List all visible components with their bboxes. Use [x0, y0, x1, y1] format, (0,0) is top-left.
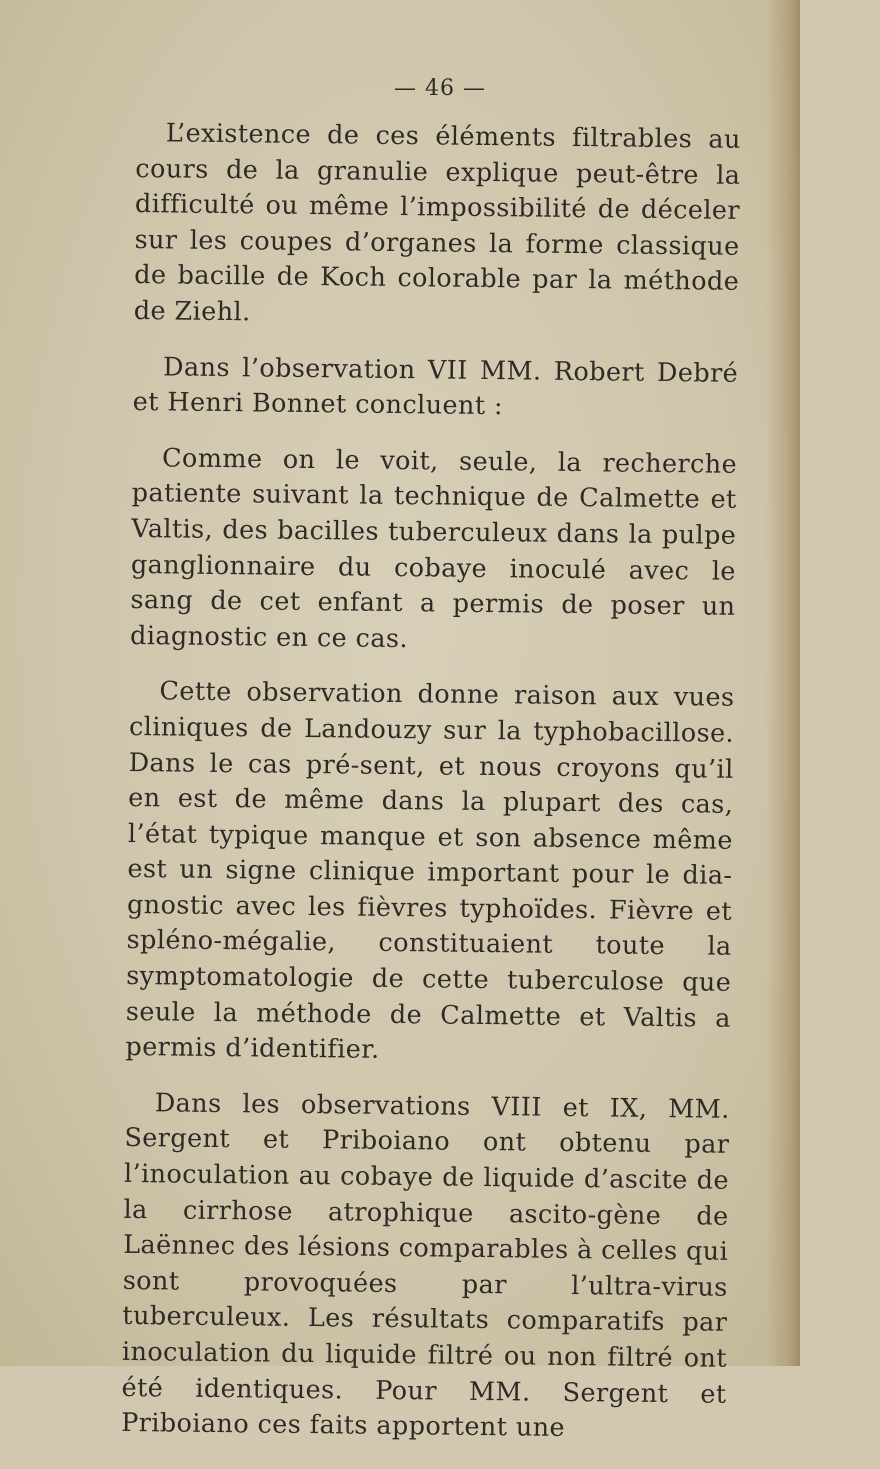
paragraph-observation-vii: Dans l’observation VII MM. Robert Debré et Henri Bonnet concluent : — [132, 351, 739, 422]
paragraph-quote-calmette-valtis: Comme on le voit, seule, la recherche patiente suivant la technique de Calmette et Valtis, des bacilles tuberculeux dans la pulpe ganglionnaire du cobaye inoculé avec le sang de cet enfant a permis de poser un diagnostic en ce cas. — [129, 443, 738, 654]
paragraph-typhobacillose: Cette observation donne raison aux vues cliniques de Landouzy sur la typhobacillose. Dans le cas pré-sent, et nous croyons qu’il en est de même dans la plupart des cas, l’état typique manque et son absence même est un signe clinique important pour le dia-gnostic avec les fièvres typhoïdes. Fièvre et spléno-mégalie, constituaient toute la symptomatologie de cette tuberculose que seule la méthode de Calmette et Valtis a permis d’identifier. — [125, 676, 735, 1066]
paragraph-observations-viii-ix: Dans les observations VIII et IX, MM. Sergent et Priboiano ont obtenu par l’inoculation au cobaye de liquide d’ascite de la cirrhose atrophique ascito-gène de Laënnec des lésions comparables à celles qui sont provoquées par l’ultra-virus tuberculeux. Les résultats comparatifs par inoculation du liquide filtré ou non filtré ont été identiques. Pour MM. Sergent et Priboiano ces faits apportent une — [121, 1088, 730, 1444]
paragraph-granulie: L’existence de ces éléments filtrables au cours de la granulie explique peut-être la difficulté ou même l’impossibilité de déceler sur les coupes d’organes la forme classique de bacille de Koch colorable par la méthode de Ziehl. — [133, 118, 741, 328]
page-number: — 46 — — [394, 76, 486, 101]
body-text — [121, 116, 741, 1469]
page-edge-shadow — [766, 0, 800, 1366]
